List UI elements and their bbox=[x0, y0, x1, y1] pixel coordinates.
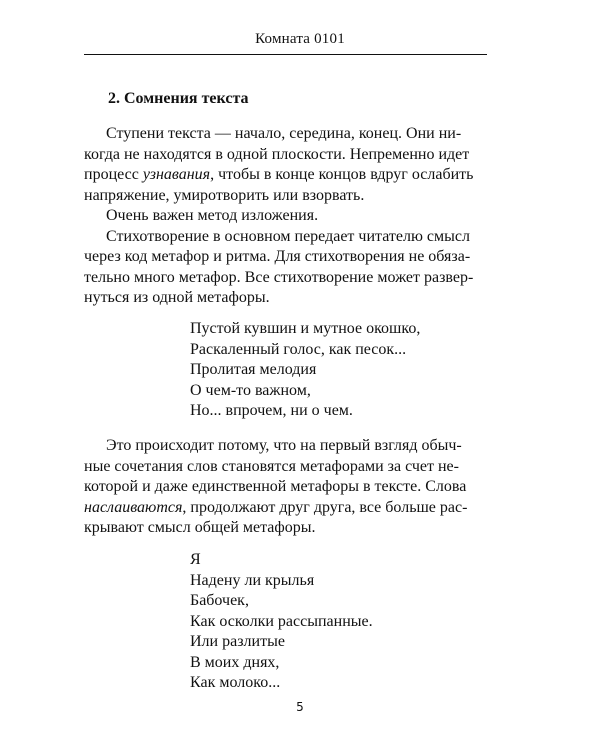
text-run: процесс bbox=[84, 166, 143, 183]
verse-line: Как осколки рассыпанные. bbox=[190, 612, 373, 630]
verse-line: Раскаленный голос, как песок... bbox=[190, 340, 407, 358]
verse-line: Надену ли крылья bbox=[190, 571, 315, 589]
page-number: 5 bbox=[296, 700, 304, 714]
paragraph-4 bbox=[84, 436, 487, 539]
poem-1 bbox=[190, 319, 420, 422]
poem-2 bbox=[190, 550, 373, 694]
running-head: Комната 0101 bbox=[255, 31, 345, 47]
verse-line: О чем-то важном, bbox=[190, 381, 311, 399]
verse-line: Как молоко... bbox=[190, 674, 281, 691]
text-line: Это происходит потому, что на первый взгляд обыч- bbox=[106, 437, 462, 454]
verse-line: Или разлитые bbox=[190, 633, 285, 650]
text-line: через код метафор и ритма. Для стихотворения не обяза- bbox=[84, 248, 471, 265]
verse-line: В моих днях, bbox=[190, 653, 280, 671]
section-title: 2. Сомнения текста bbox=[108, 90, 249, 107]
text-line: напряжение, умиротворить или взорвать. bbox=[84, 186, 365, 204]
text-line: ные сочетания слов становятся метафорами за счет не- bbox=[84, 457, 459, 475]
text-line: когда не находятся в одной плоскости. Непременно идет bbox=[84, 145, 470, 163]
paragraph-2: Очень важен метод изложения. bbox=[106, 207, 319, 224]
text-line bbox=[84, 165, 487, 186]
header-rule bbox=[84, 54, 487, 55]
verse-line: Пролитая мелодия bbox=[190, 361, 317, 378]
text-line: тельно много метафор. Все стихотворение может развер- bbox=[84, 268, 474, 286]
italic-term: узнавания bbox=[142, 166, 211, 183]
text-run: , чтобы в конце концов вдруг ослабить bbox=[210, 166, 474, 183]
text-line: нуться из одной метафоры. bbox=[84, 289, 270, 306]
text-run: , продолжают друг друга, все больше рас- bbox=[182, 498, 468, 516]
text-line: Стихотворение в основном передает читателю смысл bbox=[106, 227, 470, 245]
verse-line: Я bbox=[190, 551, 201, 568]
italic-term: наслаиваются bbox=[84, 498, 183, 516]
text-line: крывают смысл общей метафоры. bbox=[84, 519, 316, 536]
text-line: Ступени текста — начало, середина, конец. Они ни- bbox=[106, 125, 462, 142]
text-line bbox=[84, 498, 487, 519]
verse-line: Пустой кувшин и мутное окошко, bbox=[190, 320, 421, 337]
verse-line: Но... впрочем, ни о чем. bbox=[190, 402, 353, 419]
text-line: которой и даже единственной метафоры в тексте. Слова bbox=[84, 478, 467, 495]
verse-line: Бабочек, bbox=[190, 592, 249, 609]
paragraph-1 bbox=[84, 124, 487, 309]
